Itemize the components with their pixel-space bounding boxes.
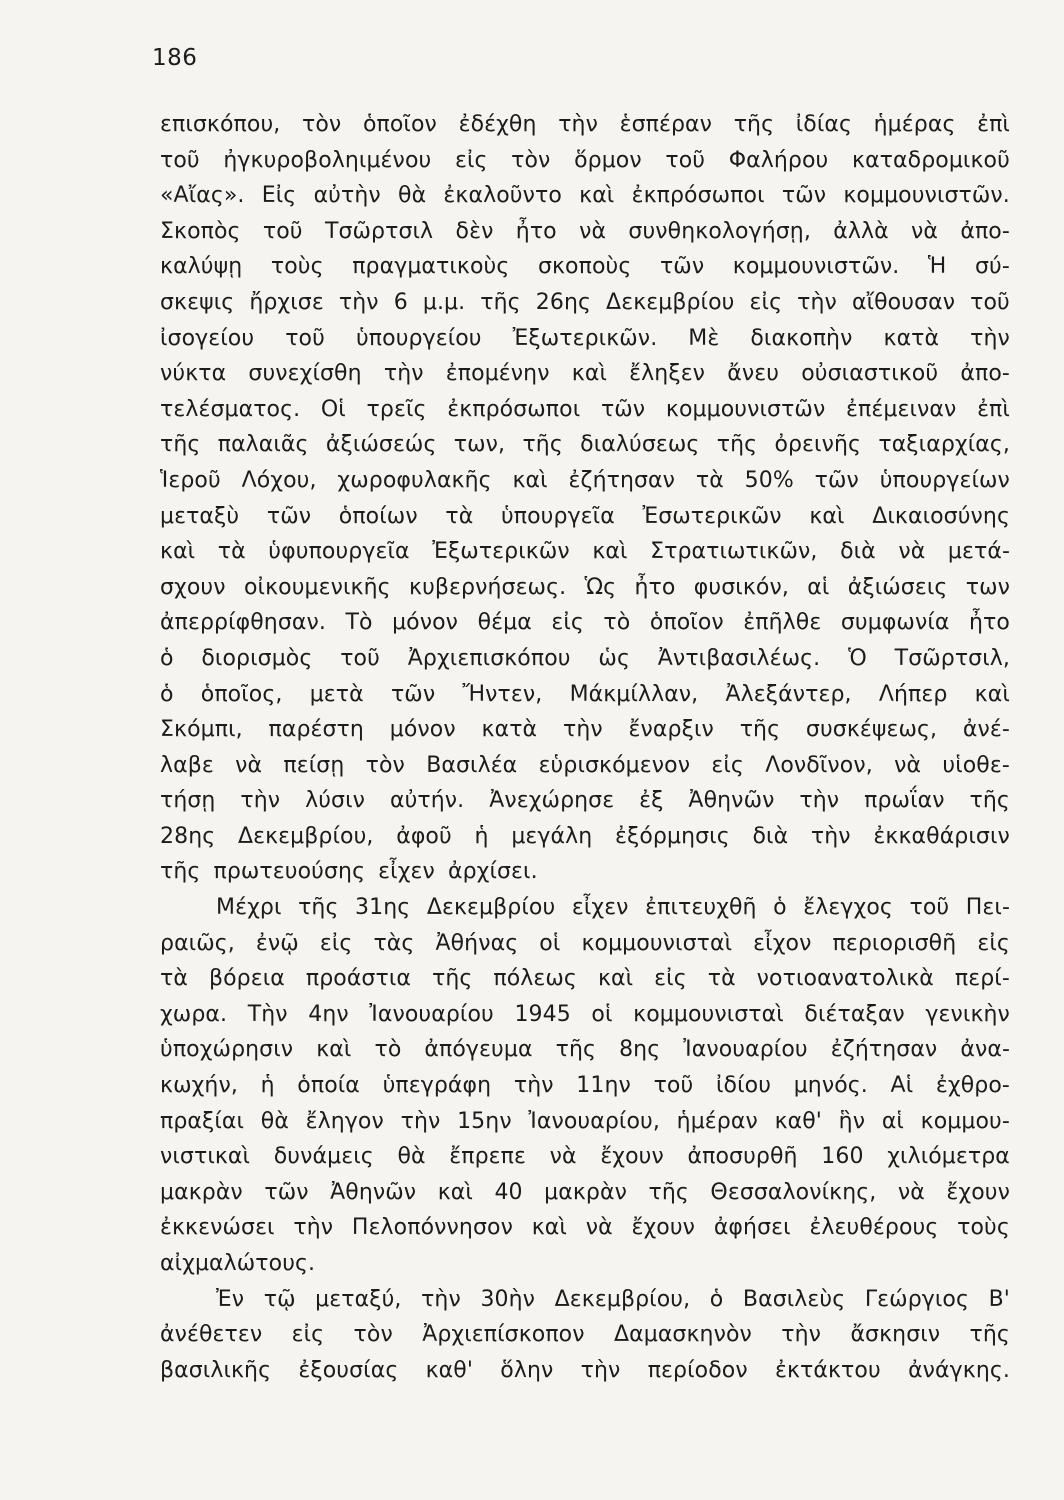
text-line: ἀπερρίφθησαν. Τὸ μόνον θέμα εἰς τὸ ὁποῖον ἐπῆλθε συμφωνία ἦτο [160,610,1010,636]
text-line: καὶ τὰ ὑφυπουργεῖα Ἐξωτερικῶν καὶ Στρατιωτικῶν, διὰ νὰ μετά- [160,539,1010,565]
text-line: αἰχμαλώτους. [160,1251,316,1276]
text-line: σχουν οἰκουμενικῆς κυβερνήσεως. Ὡς ἦτο φυσικόν, αἱ ἀξιώσεις των [160,574,1010,600]
text-line: ἀνέθετεν εἰς τὸν Ἀρχιεπίσκοπον Δαμασκηνὸν τὴν ἄσκησιν τῆς [160,1322,1010,1348]
text-line: τῆς παλαιᾶς ἀξιώσεώς των, τῆς διαλύσεως τῆς ὀρεινῆς ταξιαρχίας, [160,432,1010,458]
text-line: κωχήν, ἡ ὁποία ὑπεγράφη τὴν 11ην τοῦ ἰδίου μηνός. Αἱ ἐχθρο- [160,1073,1010,1099]
text-line: μακρὰν τῶν Ἀθηνῶν καὶ 40 μακρὰν τῆς Θεσσαλονίκης, νὰ ἔχουν [160,1179,1010,1205]
text-line: σκεψις ἤρχισε τὴν 6 μ.μ. τῆς 26ης Δεκεμβρίου εἰς τὴν αἴθουσαν τοῦ [160,289,1010,315]
text-line: τῆς πρωτευούσης εἶχεν ἀρχίσει. [160,859,538,885]
text-line: ὁ διορισμὸς τοῦ Ἀρχιεπισκόπου ὡς Ἀντιβασιλέως. Ὁ Τσῶρτσιλ, [160,645,1010,671]
text-line: χωρα. Τὴν 4ην Ἰανουαρίου 1945 οἱ κομμουνισταὶ διέταξαν γενικὴν [160,1001,1010,1027]
body-text [160,112,1010,1393]
text-line: Σκοπὸς τοῦ Τσῶρτσιλ δὲν ἦτο νὰ συνθηκολογήσῃ, ἀλλὰ νὰ ἀπο- [160,218,1010,244]
text-line: «Αἴας». Εἰς αὐτὴν θὰ ἐκαλοῦντο καὶ ἐκπρόσωποι τῶν κομμουνιστῶν. [160,183,1010,209]
text-line: τελέσματος. Οἱ τρεῖς ἐκπρόσωποι τῶν κομμουνιστῶν ἐπέμειναν ἐπὶ [160,396,1010,422]
text-line: ἐκκενώσει τὴν Πελοπόννησον καὶ νὰ ἔχουν ἀφήσει ἐλευθέρους τοὺς [160,1215,1010,1241]
text-line: βασιλικῆς ἐξουσίας καθ' ὅλην τὴν περίοδον ἐκτάκτου ἀνάγκης. [160,1357,1010,1383]
text-line: καλύψῃ τοὺς πραγματικοὺς σκοποὺς τῶν κομμουνιστῶν. Ἡ σύ- [160,254,1010,280]
text-line: τὰ βόρεια προάστια τῆς πόλεως καὶ εἰς τὰ νοτιοανατολικὰ περί- [160,966,1010,992]
text-line: ὁ ὁποῖος, μετὰ τῶν Ἤντεν, Μάκμίλλαν, Ἀλεξάντερ, Λήπερ καὶ [160,681,1010,707]
text-line: νιστικαὶ δυνάμεις θὰ ἔπρεπε νὰ ἔχουν ἀποσυρθῆ 160 χιλιόμετρα [160,1144,1010,1170]
text-line: Μέχρι τῆς 31ης Δεκεμβρίου εἶχεν ἐπιτευχθῆ ὁ ἔλεγχος τοῦ Πει- [216,895,1010,921]
text-line: 28ης Δεκεμβρίου, ἀφοῦ ἡ μεγάλη ἐξόρμησις διὰ τὴν ἐκκαθάρισιν [160,823,1010,849]
text-line: ὑποχώρησιν καὶ τὸ ἀπόγευμα τῆς 8ης Ἰανουαρίου ἐζήτησαν ἀνα- [160,1037,1010,1063]
text-line: τήσῃ τὴν λύσιν αὐτήν. Ἀνεχώρησε ἐξ Ἀθηνῶν τὴν πρωΐαν τῆς [160,788,1010,814]
text-line: ἰσογείου τοῦ ὑπουργείου Ἐξωτερικῶν. Μὲ διακοπὴν κατὰ τὴν [160,325,1010,351]
text-line: ραιῶς, ἐνῷ εἰς τὰς Ἀθήνας οἱ κομμουνισταὶ εἶχον περιορισθῆ εἰς [160,930,1010,956]
text-line: Ἐν τῷ μεταξύ, τὴν 30ὴν Δεκεμβρίου, ὁ Βασιλεὺς Γεώργιος Β' [216,1286,1010,1312]
text-line: επισκόπου, τὸν ὁποῖον ἐδέχθη τὴν ἑσπέραν τῆς ἰδίας ἡμέρας ἐπὶ [160,112,1010,137]
text-line: Σκόμπι, παρέστη μόνον κατὰ τὴν ἔναρξιν τῆς συσκέψεως, ἀνέ- [160,717,1010,743]
page-number: 186 [152,45,198,71]
text-line: νύκτα συνεχίσθη τὴν ἐπομένην καὶ ἔληξεν ἄνευ οὐσιαστικοῦ ἀπο- [160,361,1010,387]
text-line: λαβε νὰ πείσῃ τὸν Βασιλέα εὑρισκόμενον εἰς Λονδῖνον, νὰ υἱοθε- [160,752,1010,778]
text-line: Ἱεροῦ Λόχου, χωροφυλακῆς καὶ ἐζήτησαν τὰ 50% τῶν ὑπουργείων [160,467,1010,493]
text-line: πραξίαι θὰ ἔληγον τὴν 15ην Ἰανουαρίου, ἡμέραν καθ' ἣν αἱ κομμου- [160,1108,1010,1134]
text-line: τοῦ ἠγκυροβοληιμένου εἰς τὸν ὅρμον τοῦ Φαλήρου καταδρομικοῦ [160,147,1010,173]
text-line: μεταξὺ τῶν ὁποίων τὰ ὑπουργεῖα Ἐσωτερικῶν καὶ Δικαιοσύνης [160,503,1010,529]
